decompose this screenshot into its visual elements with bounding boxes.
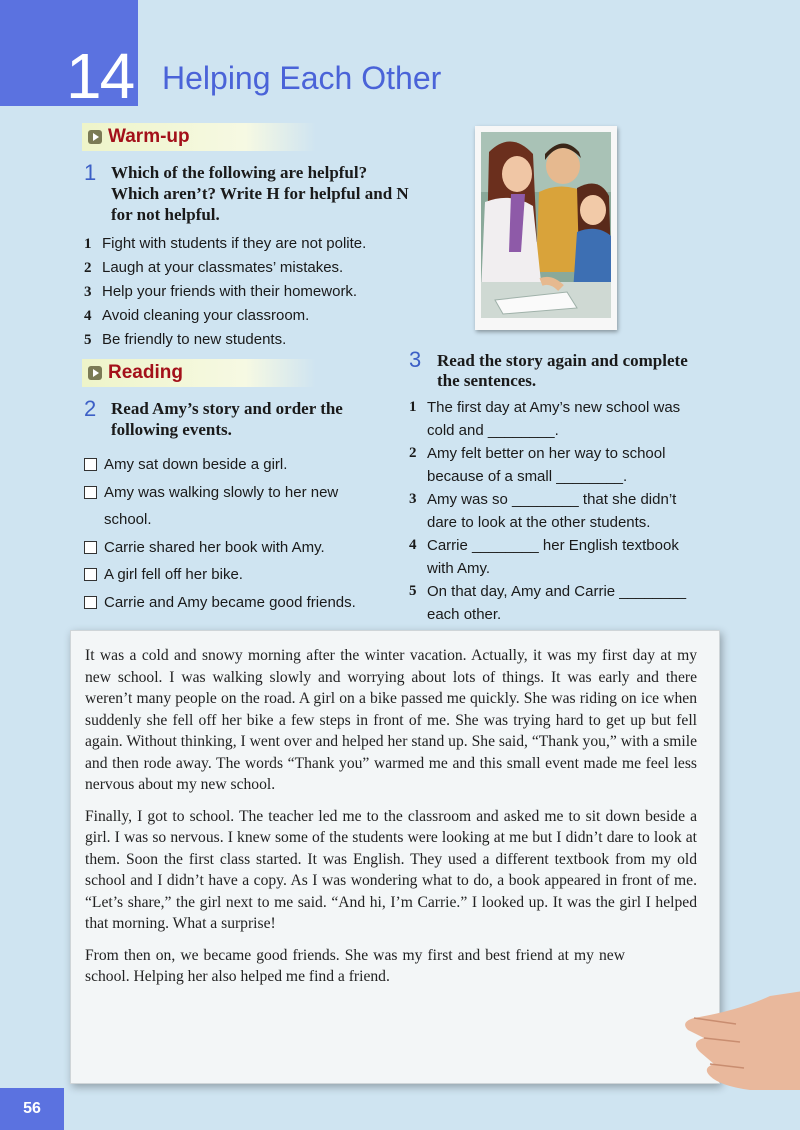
story-paragraph: From then on, we became good friends. She was my first and best friend at my new school. Helping her also helped me find a friend. <box>85 946 625 985</box>
order-checkbox[interactable] <box>84 486 97 499</box>
list-item: 2 Amy felt better on her way to school because of a small ________. <box>409 445 666 485</box>
task3-instruction: Read the story again and complete the sentences. <box>437 351 688 390</box>
page-number: 56 <box>0 1088 64 1130</box>
play-icon <box>88 130 102 144</box>
unit-number: 14 <box>66 40 134 112</box>
reading-heading-label: Reading <box>108 362 183 383</box>
order-checkbox[interactable] <box>84 596 97 609</box>
task1-number: 1 <box>84 160 97 185</box>
task1-instruction: Which of the following are helpful? Which aren’t? Write H for helpful and N for not helpful. <box>111 163 409 224</box>
list-item: 1 The first day at Amy’s new school was cold and ________. <box>409 399 681 439</box>
warmup-list <box>84 232 414 352</box>
complete-list <box>409 396 709 626</box>
task3-number: 3 <box>409 347 422 372</box>
page-title: Helping Each Other <box>162 60 442 96</box>
list-item: 3 Help your friends with their homework. <box>84 283 358 300</box>
story-paragraph: It was a cold and snowy morning after the winter vacation. Actually, it was my first day at my new school. I was walking slowly and worrying about lots of things. It was early and there weren’t many people on the road. A girl on a bike passed me quickly. She was riding on ice when suddenly she fell off her bike a few steps in front of me. She was trying hard to get up but fell again. Without thinking, I went over and helped her stand up. She said, “Thank you,” with a smile and then rode away. The words “Thank you” warmed me and this small event made me feel less nervous about my new school. <box>85 647 697 793</box>
task2-number: 2 <box>84 396 97 421</box>
list-item: Carrie shared her book with Amy. <box>84 534 384 562</box>
story-card <box>70 630 720 1084</box>
list-item: 3 Amy was so ________ that she didn’t dare to look at the other students. <box>409 491 677 531</box>
students-illustration <box>481 132 611 318</box>
list-item: Amy was walking slowly to her new school. <box>84 479 384 534</box>
list-item: 4 Avoid cleaning your classroom. <box>84 307 310 324</box>
list-item: 5 On that day, Amy and Carrie ________ each other. <box>409 583 687 623</box>
story-paragraph: Finally, I got to school. The teacher led me to the classroom and asked me to sit down beside a girl. I was so nervous. I knew some of the students were looking at me but I didn’t dare to look at them. Soon the first class started. It was English. They used a different textbook from my old school and I didn’t have a copy. As I was wondering what to do, a book appeared in front of me. “Let’s share,” the girl next to me said. “And hi, I’m Carrie.” I looked up. It was the girl I helped that morning. What a surprise! <box>85 807 697 932</box>
order-checkbox[interactable] <box>84 458 97 471</box>
hand-illustration <box>680 990 800 1090</box>
list-item: 5 Be friendly to new students. <box>84 331 287 348</box>
events-list <box>84 451 384 616</box>
list-item: 4 Carrie ________ her English textbook with Amy. <box>409 537 679 577</box>
play-icon <box>88 366 102 380</box>
reading-heading <box>82 359 316 387</box>
order-checkbox[interactable] <box>84 568 97 581</box>
warmup-heading-label: Warm-up <box>108 126 190 147</box>
order-checkbox[interactable] <box>84 541 97 554</box>
list-item: Amy sat down beside a girl. <box>84 451 384 479</box>
task2-instruction: Read Amy’s story and order the following events. <box>111 399 343 439</box>
warmup-heading <box>82 123 316 151</box>
list-item: Carrie and Amy became good friends. <box>84 589 384 617</box>
list-item: 1 Fight with students if they are not polite. <box>84 235 367 252</box>
list-item: A girl fell off her bike. <box>84 561 384 589</box>
list-item: 2 Laugh at your classmates’ mistakes. <box>84 259 344 276</box>
students-photo <box>481 132 611 318</box>
photo-frame <box>475 126 617 330</box>
